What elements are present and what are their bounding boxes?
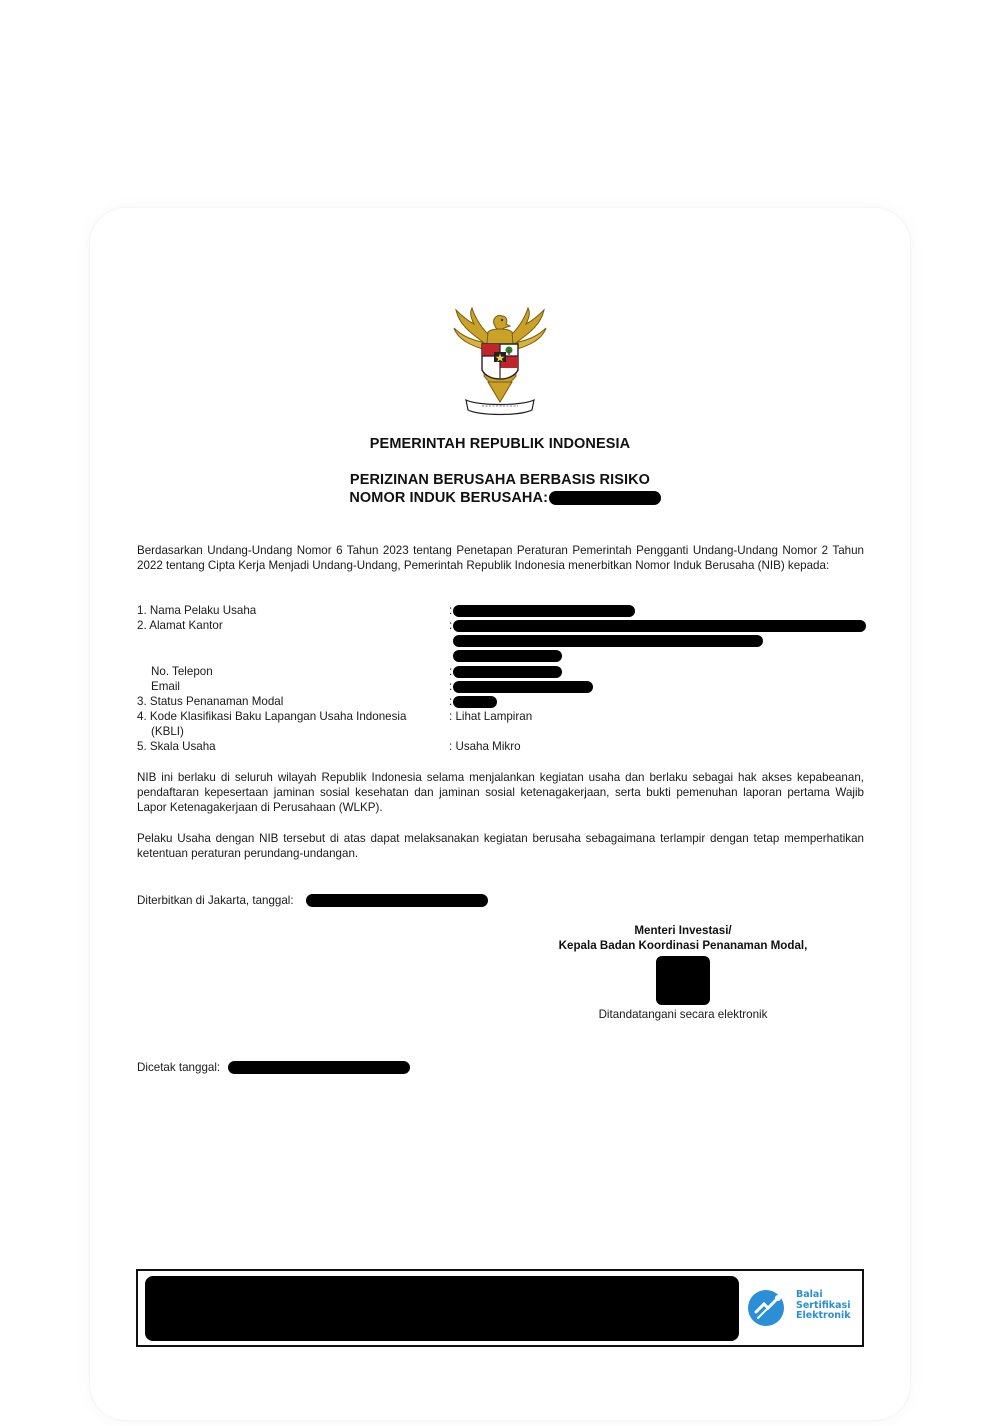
field-email-label: Email — [151, 680, 180, 693]
field-nama-colon: : — [449, 604, 453, 617]
email-redaction — [453, 681, 593, 693]
garuda-emblem-icon — [448, 306, 552, 418]
signer-line-1: Menteri Investasi/ — [634, 924, 732, 937]
bsre-text-line-3: Elektronik — [796, 1310, 851, 1321]
printed-label: Dicetak tanggal: — [137, 1061, 221, 1074]
field-telepon-colon: : — [449, 665, 453, 678]
nib-redaction — [549, 491, 661, 505]
issued-date-redaction — [306, 894, 488, 907]
validity-paragraph: NIB ini berlaku di seluruh wilayah Republik Indonesia selama menjalankan kegiatan usaha dan berlaku sebagai hak akses kepabeanan, pendaftaran kepesertaan jaminan sosial kesehatan dan jaminan sosial ketenagakerjaan, serta bukti pemenuhan laporan pertama Wajib Lapor Ketenagakerjaan di Perusahaan (WLKP). — [137, 771, 864, 815]
activity-paragraph: Pelaku Usaha dengan NIB tersebut di atas dapat melaksanakan kegiatan berusaha sebagaimana terlampir dengan tetap memperhatikan ketentuan peraturan perundang-undangan. — [137, 832, 864, 861]
field-kbli-label-2: (KBLI) — [151, 725, 184, 738]
nama-redaction — [453, 605, 635, 617]
signed-note: Ditandatangani secara elektronik — [598, 1008, 768, 1021]
field-kbli-label-1: 4. Kode Klasifikasi Baku Lapangan Usaha Indonesia — [137, 710, 407, 723]
field-status-label: 3. Status Penanaman Modal — [137, 695, 284, 708]
bsre-logo-icon — [746, 1286, 790, 1330]
field-email-colon: : — [449, 680, 453, 693]
footer-redaction — [145, 1276, 739, 1341]
telepon-redaction — [453, 666, 562, 678]
status-redaction — [453, 696, 497, 708]
government-heading: PEMERINTAH REPUBLIK INDONESIA — [369, 436, 631, 452]
alamat-redaction-3 — [453, 650, 562, 662]
issued-label: Diterbitkan di Jakarta, tanggal: — [137, 894, 294, 907]
field-alamat-label: 2. Alamat Kantor — [137, 619, 223, 632]
license-title: PERIZINAN BERUSAHA BERBASIS RISIKO — [349, 472, 651, 488]
field-skala-label: 5. Skala Usaha — [137, 740, 216, 753]
bsre-text-line-2: Sertifikasi — [796, 1299, 851, 1311]
field-telepon-label: No. Telepon — [151, 665, 213, 678]
bsre-text-line-1: Balai — [796, 1289, 823, 1300]
field-status-colon: : — [449, 695, 453, 708]
field-alamat-colon: : — [449, 619, 453, 632]
alamat-redaction-2 — [453, 635, 763, 647]
bsre-logo-text — [796, 1290, 851, 1322]
field-kbli-value: : Lihat Lampiran — [449, 710, 533, 723]
field-nama-label: 1. Nama Pelaku Usaha — [137, 604, 257, 617]
printed-date-redaction — [228, 1061, 410, 1074]
signer-line-2: Kepala Badan Koordinasi Penanaman Modal, — [558, 939, 808, 952]
intro-paragraph: Berdasarkan Undang-Undang Nomor 6 Tahun 2023 tentang Penetapan Peraturan Pemerintah Pengganti Undang-Undang Nomor 2 Tahun 2022 tentang Cipta Kerja Menjadi Undang-Undang, Pemerintah Republik Indonesia menerbitkan Nomor Induk Berusaha (NIB) kepada: — [137, 544, 864, 573]
nib-label: NOMOR INDUK BERUSAHA: — [349, 490, 548, 506]
bsre-logo — [746, 1286, 854, 1330]
qr-signature-redaction — [656, 956, 710, 1005]
alamat-redaction-1 — [453, 620, 866, 632]
field-skala-value: : Usaha Mikro — [449, 740, 521, 753]
